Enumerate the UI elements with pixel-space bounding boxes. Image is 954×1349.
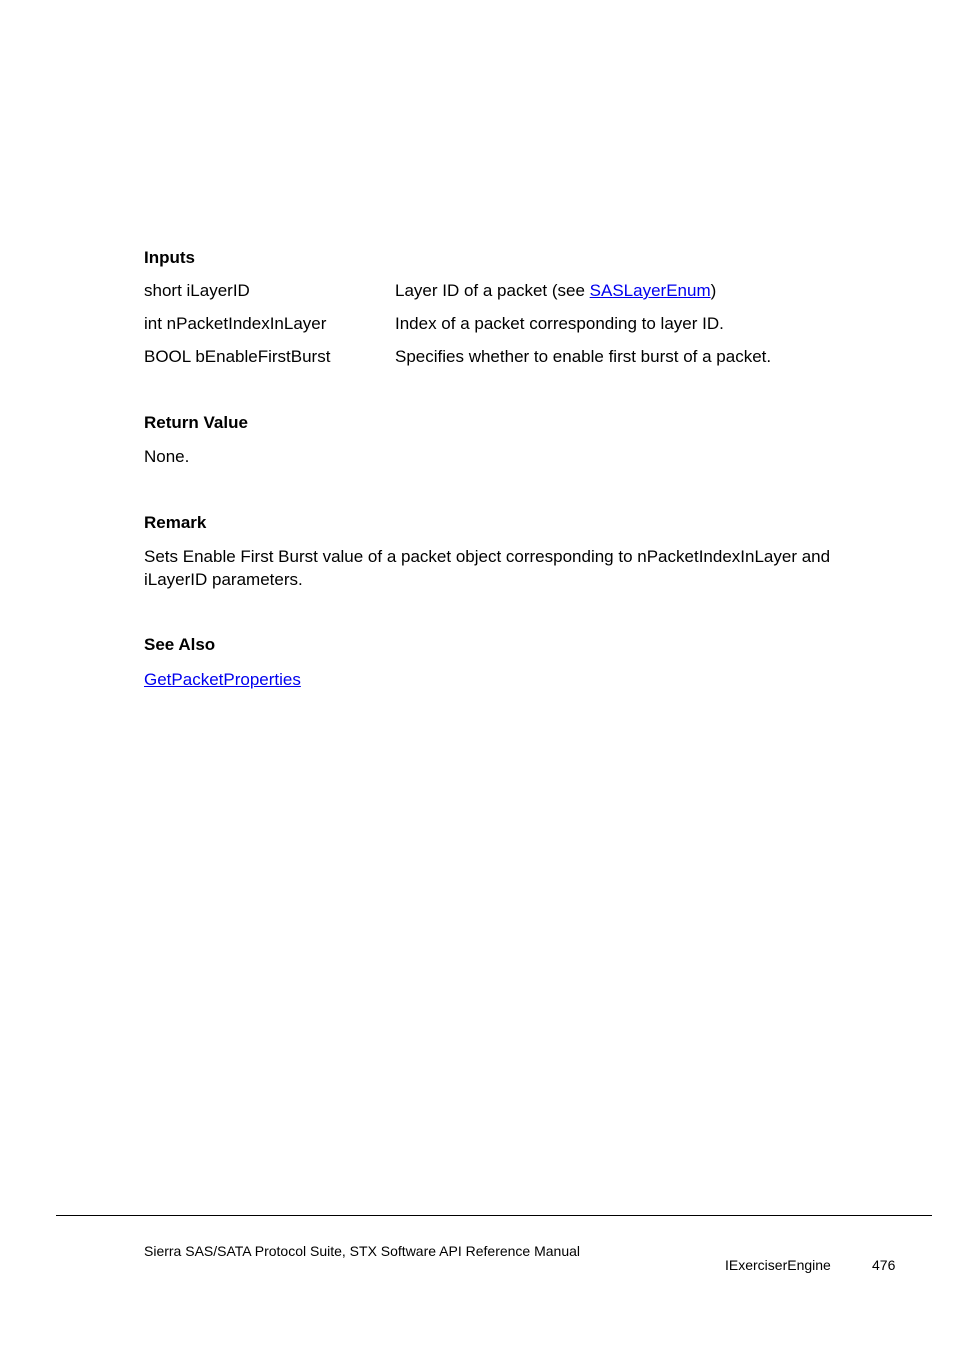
see-also-item (144, 668, 301, 691)
saslayerenum-link[interactable]: SASLayerEnum (589, 281, 711, 300)
remark-heading: Remark (144, 513, 207, 532)
param-name-ilayerid: short iLayerID (144, 281, 250, 300)
return-value-heading: Return Value (144, 413, 248, 432)
param-name-benablefirstburst: BOOL bEnableFirstBurst (144, 347, 331, 366)
footer-divider (56, 1215, 932, 1216)
param-name-npacketindexinlayer: int nPacketIndexInLayer (144, 314, 327, 333)
inputs-heading: Inputs (144, 248, 195, 267)
remark-line-1: Sets Enable First Burst value of a packet object corresponding to nPacketIndexInLayer and (144, 547, 831, 566)
getpacketproperties-link[interactable]: GetPacketProperties (144, 670, 301, 689)
param-desc-ilayerid (395, 280, 716, 302)
param-desc-suffix: ) (710, 281, 717, 300)
see-also-heading: See Also (144, 635, 216, 654)
remark-line-2: iLayerID parameters. (144, 570, 303, 589)
param-desc-benablefirstburst: Specifies whether to enable first burst of a packet. (395, 347, 772, 366)
footer-manual-title: Sierra SAS/SATA Protocol Suite, STX Software API Reference Manual (144, 1243, 581, 1259)
return-value-text: None. (144, 447, 190, 466)
param-desc-prefix: Layer ID of a packet (see (395, 281, 590, 300)
footer-page-number: 476 (872, 1257, 896, 1273)
footer-section-name: IExerciserEngine (725, 1257, 831, 1273)
param-desc-npacketindexinlayer: Index of a packet corresponding to layer ID. (395, 314, 724, 333)
